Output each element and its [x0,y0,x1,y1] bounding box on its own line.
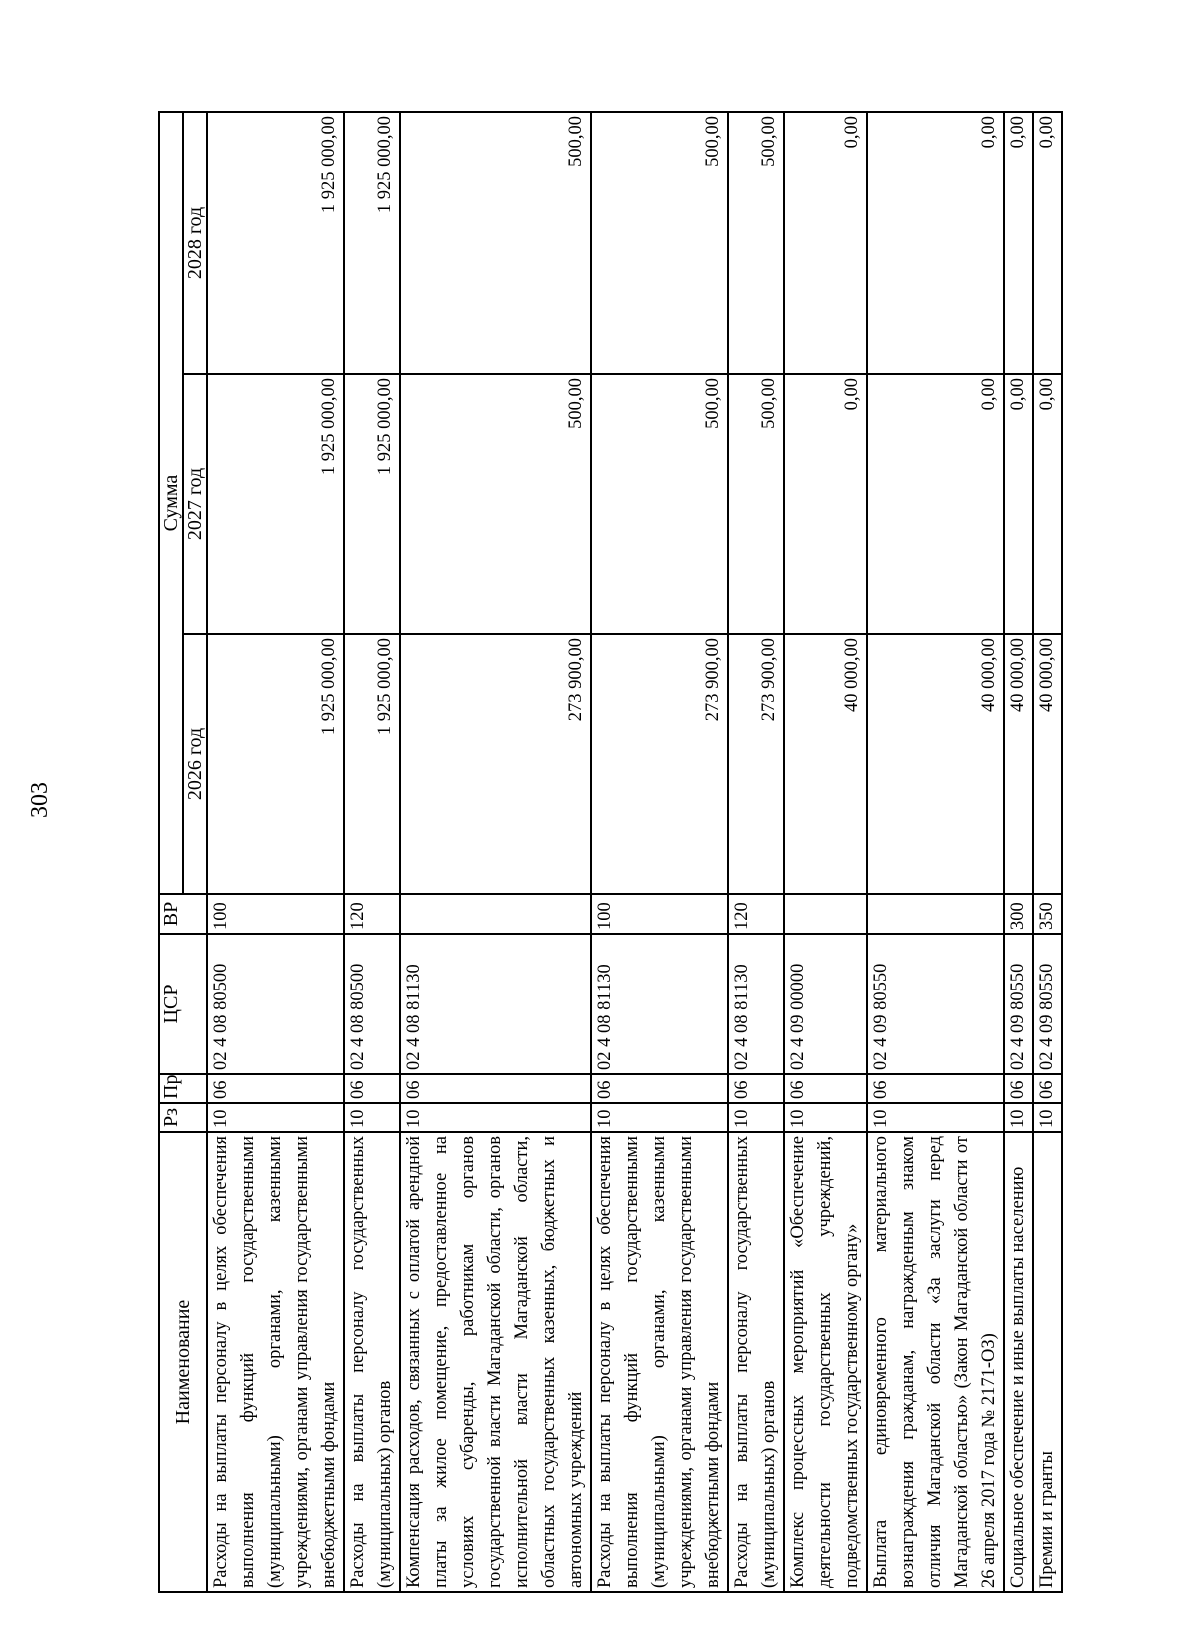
row-sum-2026: 40 000,00 [1033,634,1062,894]
table-row [784,112,867,1592]
row-csr: 02 4 09 80550 [867,934,1004,1074]
row-sum-2026: 273 900,00 [400,634,591,894]
row-rz: 10 [728,1103,784,1132]
row-name: Выплата единовременного материального вознаграждения гражданам, награжденным знаком отличия Магаданской области «За заслуги перед Магаданской областью» (Закон Магаданской области от 26 апреля 2017 года № 2171-ОЗ) [867,1132,1004,1592]
header-year-2027: 2027 год [183,374,207,634]
row-rz: 10 [344,1103,400,1132]
row-csr: 02 4 08 80500 [344,934,400,1074]
row-name: Компенсация расходов, связанных с оплатой арендной платы за жилое помещение, предоставленное на условиях субаренды, работникам органов государственной власти Магаданской области, органов исполнительной власти Магаданской области, областных государственных казенных, бюджетных и автономных учреждений [400,1132,591,1592]
row-name: Расходы на выплаты персоналу в целях обеспечения выполнения функций государственными (муниципальными) органами, казенными учреждениями, органами управления государственными внебюджетными фондами [591,1132,728,1592]
table-row [1033,112,1062,1592]
row-pr: 06 [207,1074,344,1103]
budget-table [158,111,1063,1593]
header-row-top [159,112,183,1592]
row-sum-2027: 0,00 [867,374,1004,634]
row-sum-2028: 1 925 000,00 [344,112,400,374]
row-rz: 10 [1004,1103,1033,1132]
row-sum-2028: 500,00 [728,112,784,374]
row-name: Расходы на выплаты персоналу в целях обеспечения выполнения функций государственными (муниципальными) органами, казенными учреждениями, органами управления государственными внебюджетными фондами [207,1132,344,1592]
row-rz: 10 [784,1103,867,1132]
row-vr: 120 [344,894,400,934]
row-pr: 06 [784,1074,867,1103]
row-sum-2027: 500,00 [400,374,591,634]
row-sum-2026: 40 000,00 [784,634,867,894]
row-csr: 02 4 08 81130 [400,934,591,1074]
row-pr: 06 [867,1074,1004,1103]
row-sum-2027: 1 925 000,00 [207,374,344,634]
row-sum-2028: 0,00 [1033,112,1062,374]
row-sum-2027: 1 925 000,00 [344,374,400,634]
row-rz: 10 [1033,1103,1062,1132]
row-sum-2027: 0,00 [1033,374,1062,634]
row-sum-2028: 500,00 [400,112,591,374]
row-vr [400,894,591,934]
row-pr: 06 [400,1074,591,1103]
row-pr: 06 [344,1074,400,1103]
header-year-2028: 2028 год [183,112,207,374]
row-sum-2026: 273 900,00 [591,634,728,894]
row-csr: 02 4 08 81130 [591,934,728,1074]
row-csr: 02 4 09 80550 [1033,934,1062,1074]
header-vr: ВР [159,894,207,934]
row-vr: 120 [728,894,784,934]
row-sum-2027: 500,00 [728,374,784,634]
row-sum-2028: 0,00 [784,112,867,374]
row-csr: 02 4 08 80500 [207,934,344,1074]
row-vr [867,894,1004,934]
row-name: Расходы на выплаты персоналу государственных (муниципальных) органов [344,1132,400,1592]
header-csr: ЦСР [159,934,207,1074]
table-row [867,112,1004,1592]
row-sum-2028: 500,00 [591,112,728,374]
table-row [1004,112,1033,1592]
header-rz: Рз [159,1103,207,1132]
table-row [728,112,784,1592]
table-row [207,112,344,1592]
row-sum-2027: 0,00 [784,374,867,634]
row-vr: 100 [207,894,344,934]
row-sum-2026: 273 900,00 [728,634,784,894]
header-name: Наименование [159,1132,207,1592]
row-csr: 02 4 09 00000 [784,934,867,1074]
row-sum-2028: 1 925 000,00 [207,112,344,374]
row-csr: 02 4 09 80550 [1004,934,1033,1074]
row-rz: 10 [400,1103,591,1132]
table-row [591,112,728,1592]
table-row [344,112,400,1592]
row-pr: 06 [1004,1074,1033,1103]
row-vr [784,894,867,934]
row-vr: 350 [1033,894,1062,934]
row-pr: 06 [1033,1074,1062,1103]
row-sum-2027: 0,00 [1004,374,1033,634]
row-sum-2028: 0,00 [867,112,1004,374]
row-csr: 02 4 08 81130 [728,934,784,1074]
header-year-2026: 2026 год [183,634,207,894]
row-sum-2026: 1 925 000,00 [344,634,400,894]
row-rz: 10 [591,1103,728,1132]
row-pr: 06 [728,1074,784,1103]
row-name: Комплекс процессных мероприятий «Обеспечение деятельности государственных учреждений, подведомственных государственному органу» [784,1132,867,1592]
row-pr: 06 [591,1074,728,1103]
row-vr: 100 [591,894,728,934]
row-rz: 10 [207,1103,344,1132]
row-sum-2026: 40 000,00 [1004,634,1033,894]
header-sum: Сумма [159,112,183,894]
row-sum-2026: 40 000,00 [867,634,1004,894]
row-sum-2028: 0,00 [1004,112,1033,374]
table-row [400,112,591,1592]
row-vr: 300 [1004,894,1033,934]
budget-table-sheet [158,113,1073,1593]
row-name: Социальное обеспечение и иные выплаты населению [1004,1132,1033,1592]
row-sum-2026: 1 925 000,00 [207,634,344,894]
page-number: 303 [27,782,53,818]
row-name: Премии и гранты [1033,1132,1062,1592]
row-name: Расходы на выплаты персоналу государственных (муниципальных) органов [728,1132,784,1592]
row-rz: 10 [867,1103,1004,1132]
row-sum-2027: 500,00 [591,374,728,634]
header-pr: Пр [159,1074,207,1103]
